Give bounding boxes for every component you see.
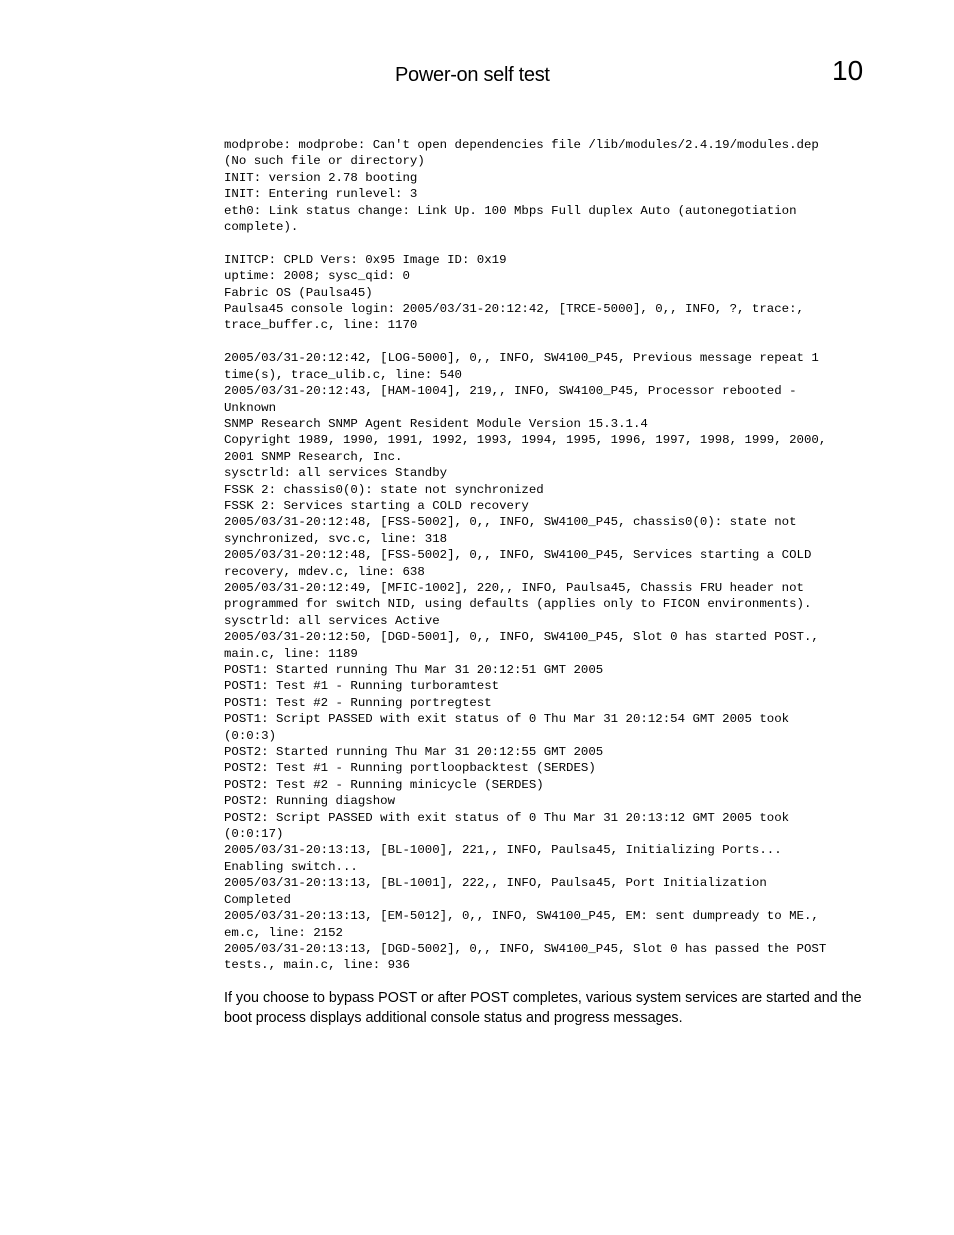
- console-line: eth0: Link status change: Link Up. 100 Mbps Full duplex Auto (autonegotiation: [224, 203, 797, 218]
- console-line: (0:0:17): [224, 827, 284, 842]
- console-line: 2005/03/31-20:13:13, [BL-1000], 221,, INFO, Paulsa45, Initializing Ports...: [224, 843, 782, 858]
- console-line: sysctrld: all services Active: [224, 613, 440, 628]
- console-line: POST2: Test #1 - Running portloopbacktest (SERDES): [224, 761, 596, 776]
- console-line: POST2: Test #2 - Running minicycle (SERDES): [224, 777, 544, 792]
- console-output-block: [224, 137, 884, 974]
- console-line: INITCP: CPLD Vers: 0x95 Image ID: 0x19: [224, 252, 507, 267]
- console-line: (No such file or directory): [224, 154, 425, 169]
- console-line: 2005/03/31-20:13:13, [DGD-5002], 0,, INFO, SW4100_P45, Slot 0 has passed the POST: [224, 941, 827, 956]
- console-line: main.c, line: 1189: [224, 646, 358, 661]
- console-line: complete).: [224, 220, 299, 235]
- console-line: Completed: [224, 892, 291, 907]
- console-line: Copyright 1989, 1990, 1991, 1992, 1993, 1994, 1995, 1996, 1997, 1998, 1999, 2000,: [224, 433, 827, 448]
- console-line: uptime: 2008; sysc_qid: 0: [224, 269, 410, 284]
- console-line: POST1: Started running Thu Mar 31 20:12:51 GMT 2005: [224, 663, 604, 677]
- console-line: recovery, mdev.c, line: 638: [224, 564, 425, 579]
- console-line: em.c, line: 2152: [224, 925, 343, 940]
- body-paragraph: If you choose to bypass POST or after POST completes, various system services are started and the boot process displays additional console status and progress messages.: [224, 990, 862, 1026]
- console-line: 2005/03/31-20:12:43, [HAM-1004], 219,, INFO, SW4100_P45, Processor rebooted -: [224, 384, 797, 399]
- console-line: 2005/03/31-20:13:13, [EM-5012], 0,, INFO, SW4100_P45, EM: sent dumpready to ME.,: [224, 909, 819, 924]
- page-header: [0, 0, 954, 100]
- console-line: POST2: Running diagshow: [224, 794, 396, 809]
- console-line: FSSK 2: chassis0(0): state not synchronized: [224, 482, 544, 497]
- console-line: 2005/03/31-20:12:48, [FSS-5002], 0,, INFO, SW4100_P45, chassis0(0): state not: [224, 515, 797, 530]
- console-line: modprobe: modprobe: Can't open dependencies file /lib/modules/2.4.19/modules.dep: [224, 138, 819, 152]
- console-line: SNMP Research SNMP Agent Resident Module Version 15.3.1.4: [224, 416, 648, 431]
- console-line: POST2: Script PASSED with exit status of 0 Thu Mar 31 20:13:12 GMT 2005 took: [224, 810, 790, 825]
- console-line: POST1: Test #2 - Running portregtest: [224, 695, 492, 710]
- console-line: FSSK 2: Services starting a COLD recovery: [224, 498, 529, 513]
- console-line: tests., main.c, line: 936: [224, 958, 410, 973]
- console-line: POST2: Started running Thu Mar 31 20:12:55 GMT 2005: [224, 745, 604, 760]
- console-line: (0:0:3): [224, 728, 277, 743]
- console-line: 2005/03/31-20:13:13, [BL-1001], 222,, INFO, Paulsa45, Port Initialization: [224, 876, 767, 891]
- console-line: 2001 SNMP Research, Inc.: [224, 449, 403, 464]
- console-line: sysctrld: all services Standby: [224, 466, 448, 481]
- console-line: POST1: Script PASSED with exit status of 0 Thu Mar 31 20:12:54 GMT 2005 took: [224, 712, 790, 727]
- console-line: programmed for switch NID, using defaults (applies only to FICON environments).: [224, 597, 812, 612]
- console-line: INIT: Entering runlevel: 3: [224, 187, 418, 202]
- console-line: Paulsa45 console login: 2005/03/31-20:12:42, [TRCE-5000], 0,, INFO, ?, trace:,: [224, 302, 804, 317]
- console-line: Unknown: [224, 400, 277, 415]
- section-title: Power-on self test: [395, 64, 550, 86]
- console-line: Fabric OS (Paulsa45): [224, 285, 373, 300]
- console-line: 2005/03/31-20:12:50, [DGD-5001], 0,, INFO, SW4100_P45, Slot 0 has started POST.,: [224, 630, 819, 645]
- console-line: synchronized, svc.c, line: 318: [224, 531, 448, 546]
- console-line: 2005/03/31-20:12:42, [LOG-5000], 0,, INFO, SW4100_P45, Previous message repeat 1: [224, 351, 819, 366]
- console-line: 2005/03/31-20:12:48, [FSS-5002], 0,, INFO, SW4100_P45, Services starting a COLD: [224, 548, 812, 563]
- console-line: trace_buffer.c, line: 1170: [224, 318, 418, 333]
- console-line: time(s), trace_ulib.c, line: 540: [224, 367, 462, 382]
- console-line: 2005/03/31-20:12:49, [MFIC-1002], 220,, INFO, Paulsa45, Chassis FRU header not: [224, 580, 804, 595]
- chapter-number: 10: [832, 55, 864, 86]
- console-line: Enabling switch...: [224, 859, 358, 874]
- console-line: INIT: version 2.78 booting: [224, 170, 418, 185]
- console-line: POST1: Test #1 - Running turboramtest: [224, 679, 500, 694]
